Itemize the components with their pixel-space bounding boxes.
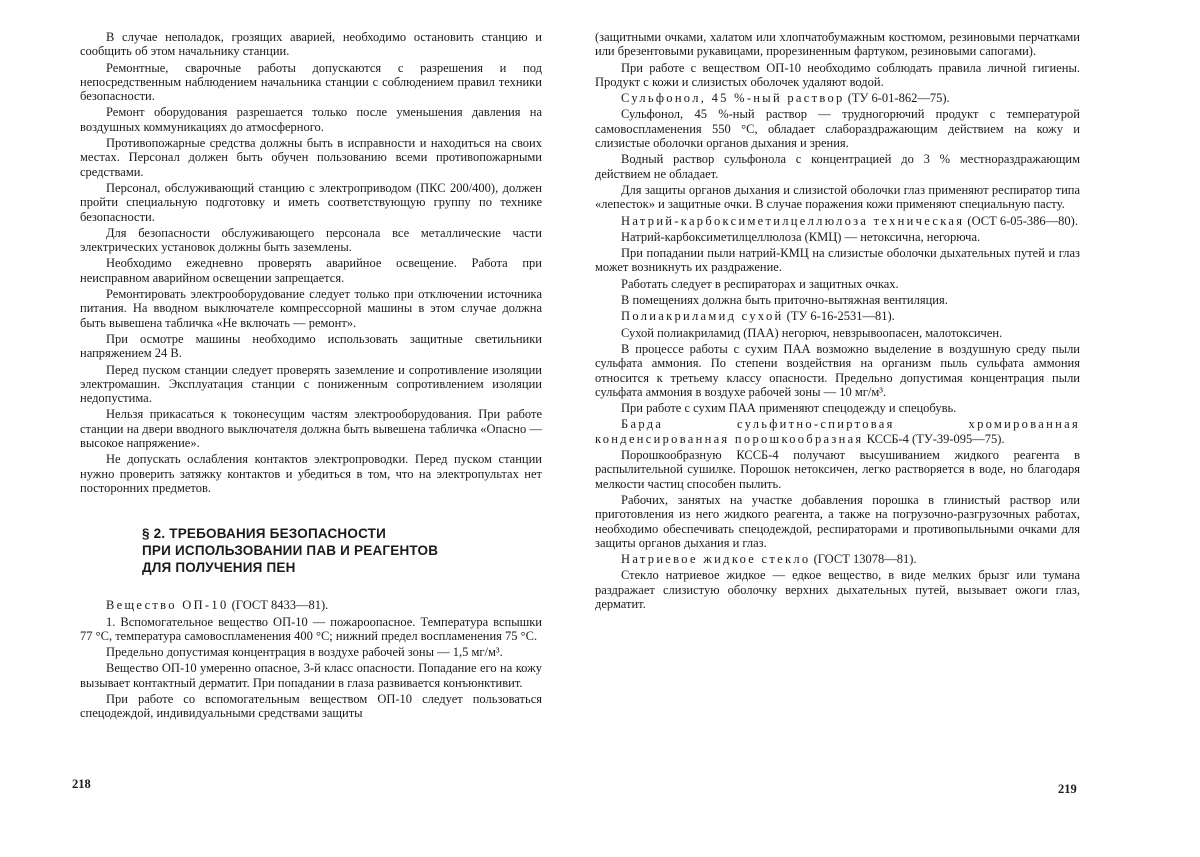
substance-title-spaced: Натрий-карбоксиметилцеллюлоза техническая	[621, 214, 964, 228]
book-spread	[0, 0, 1200, 857]
paragraph: Ремонт оборудования разрешается только после уменьшения давления на воздушных коммуникациях до атмосферного.	[80, 105, 542, 134]
paragraph: Необходимо ежедневно проверять аварийное освещение. Работа при неисправном аварийном освещении запрещается.	[80, 256, 542, 285]
substance-title-spaced: Полиакриламид сухой	[621, 309, 784, 323]
section-heading-line: § 2. ТРЕБОВАНИЯ БЕЗОПАСНОСТИ	[142, 525, 542, 542]
paragraph: Перед пуском станции следует проверять заземление и сопротивление изоляции электромашин. Эксплуатация станции с пониженным сопротивлением изоляции недопустима.	[80, 363, 542, 406]
paragraph-text: Порошкообразную КССБ-4 получают высушиванием жидкого реагента в распылительной сушилке. Порошок нетоксичен, легко растворяется в воде, но благодаря мелкости частиц способен пылить.	[595, 448, 1080, 491]
paragraph: Не допускать ослабления контактов электропроводки. Перед пуском станции нужно проверить затяжку контактов и убедиться в том, что на электропультах нет посторонних предметов.	[80, 452, 542, 495]
substance-title-spaced: Вещество ОП-10	[106, 598, 229, 612]
paragraph-text: Водный раствор сульфонола с концентрацией до 3 % местнораздражающим действием не обладает.	[595, 152, 1080, 180]
paragraph-text: Стекло натриевое жидкое — едкое вещество, в виде мелких брызг или тумана раздражает слизистую оболочку верхних дыхательных путей, вызывает ожоги глаз, дерматит.	[595, 568, 1080, 611]
left-paragraphs-after	[80, 615, 542, 721]
substance-title	[595, 214, 1080, 228]
paragraph-text: В помещениях должна быть приточно-вытяжная вентиляция.	[621, 293, 948, 307]
paragraph	[595, 246, 1080, 275]
paragraph	[595, 493, 1080, 550]
paragraph	[595, 30, 1080, 59]
substance-title	[595, 91, 1080, 105]
paragraph	[595, 152, 1080, 181]
paragraph-text: В процессе работы с сухим ПАА возможно выделение в воздушную среду пыли сульфата аммония. По степени воздействия на организм пыль сульфата аммония относится к третьему классу опасности. Предельно допустимая концентрация пыли сульфата аммония в воздухе рабочей зоны — 10 мг/м³.	[595, 342, 1080, 399]
section-heading-line: ПРИ ИСПОЛЬЗОВАНИИ ПАВ И РЕАГЕНТОВ	[142, 542, 542, 559]
paragraph: Вещество ОП-10 умеренно опасное, 3-й класс опасности. Попадание его на кожу вызывает контактный дерматит. При попадании в глаза развивается конъюнктивит.	[80, 661, 542, 690]
paragraph	[595, 326, 1080, 340]
paragraph-text: При работе с сухим ПАА применяют спецодежду и спецобувь.	[621, 401, 956, 415]
paragraph	[595, 293, 1080, 307]
paragraph: В случае неполадок, грозящих аварией, необходимо остановить станцию и сообщить об этом начальнику станции.	[80, 30, 542, 59]
paragraph-text: Натрий-карбоксиметилцеллюлоза (КМЦ) — нетоксична, негорюча.	[621, 230, 980, 244]
paragraph	[595, 183, 1080, 212]
paragraph	[595, 230, 1080, 244]
substance-title-spaced: Барда сульфитно-спиртовая хромированная конденсированная порошкообразная	[595, 417, 1080, 445]
paragraph: При осмотре машины необходимо использовать защитные светильники напряжением 24 В.	[80, 332, 542, 361]
paragraph-text: Рабочих, занятых на участке добавления порошка в глинистый раствор или приготовления из него жидкого реагента, а также на погрузочно-разгрузочных работах, необходимо обеспечивать спецодеждой, респираторами и противопыльными очками для защиты органов дыхания и глаз.	[595, 493, 1080, 550]
paragraph-text: (ТУ 6-16-2531—81).	[784, 309, 895, 323]
paragraph: Персонал, обслуживающий станцию с электроприводом (ПКС 200/400), должен пройти специальную подготовку и иметь соответствующую группу по технике безопасности.	[80, 181, 542, 224]
paragraph: Предельно допустимая концентрация в воздухе рабочей зоны — 1,5 мг/м³.	[80, 645, 542, 659]
substance-title-rest: (ГОСТ 8433—81).	[229, 598, 329, 612]
paragraph-text: Сухой полиакриламид (ПАА) негорюч, невзрывоопасен, малотоксичен.	[621, 326, 1002, 340]
page-number-right: 219	[1058, 782, 1077, 797]
left-page	[80, 30, 542, 723]
paragraph	[595, 448, 1080, 491]
paragraph-text: Для защиты органов дыхания и слизистой оболочки глаз применяют респиратор типа «лепесток» и защитные очки. В случае поражения кожи применяют специальную пасту.	[595, 183, 1080, 211]
paragraph-text: (защитными очками, халатом или хлопчатобумажным костюмом, резиновыми перчатками или брезентовыми рукавицами, прорезиненным фартуком, резиновыми сапогами).	[595, 30, 1080, 58]
paragraph: Ремонтные, сварочные работы допускаются с разрешения и под непосредственным наблюдением начальника станции с соблюдением правил техники безопасности.	[80, 61, 542, 104]
paragraph: Ремонтировать электрооборудование следует только при отключении источника питания. На вводном выключателе компрессорной машины в этом случае должна быть вывешена табличка «Не включать — ремонт».	[80, 287, 542, 330]
substance-title-spaced: Натриевое жидкое стекло	[621, 552, 810, 566]
section-heading	[142, 525, 542, 576]
paragraph: Нельзя прикасаться к токонесущим частям электрооборудования. При работе станции на двери вводного выключателя должна быть вывешена табличка «Опасно — высокое напряжение».	[80, 407, 542, 450]
right-page	[595, 30, 1080, 613]
paragraph	[595, 107, 1080, 150]
paragraph	[595, 401, 1080, 415]
substance-title	[595, 417, 1080, 446]
left-paragraphs-before	[80, 30, 542, 495]
paragraph-text: (ТУ 6-01-862—75).	[845, 91, 950, 105]
paragraph	[595, 277, 1080, 291]
paragraph-text: (ОСТ 6-05-386—80).	[964, 214, 1078, 228]
substance-title	[595, 309, 1080, 323]
paragraph	[595, 342, 1080, 399]
paragraph	[595, 568, 1080, 611]
page-number-left: 218	[72, 777, 91, 792]
substance-title	[595, 552, 1080, 566]
paragraph: При работе со вспомогательным веществом ОП-10 следует пользоваться спецодеждой, индивидуальными средствами защиты	[80, 692, 542, 721]
paragraph-text: Работать следует в респираторах и защитных очках.	[621, 277, 899, 291]
paragraph: 1. Вспомогательное вещество ОП-10 — пожароопасное. Температура вспышки 77 °С, температура самовоспламенения 400 °С; нижний предел воспламенения 75 °С.	[80, 615, 542, 644]
substance-title-spaced: Сульфонол, 45 %-ный раствор	[621, 91, 845, 105]
paragraph-text: (ГОСТ 13078—81).	[810, 552, 916, 566]
paragraph-text: При работе с веществом ОП-10 необходимо соблюдать правила личной гигиены. Продукт с кожи и слизистых оболочек удаляют водой.	[595, 61, 1080, 89]
paragraph-text: КССБ-4 (ТУ-39-095—75).	[864, 432, 1005, 446]
section-heading-line: ДЛЯ ПОЛУЧЕНИЯ ПЕН	[142, 559, 542, 576]
paragraph-text: Сульфонол, 45 %-ный раствор — трудногорючий продукт с температурой самовоспламенения 550 °С, обладает слабораздражающим действием на кожу и слизистые оболочки органов дыхания и зрения.	[595, 107, 1080, 150]
paragraph-text: При попадании пыли натрий-КМЦ на слизистые оболочки дыхательных путей и глаз может возникнуть их раздражение.	[595, 246, 1080, 274]
substance-title	[80, 598, 542, 612]
paragraph	[595, 61, 1080, 90]
paragraph: Противопожарные средства должны быть в исправности и находиться на своих местах. Персонал должен быть обучен пользованию всеми противопожарными средствами.	[80, 136, 542, 179]
paragraph: Для безопасности обслуживающего персонала все металлические части электрических установок должны быть заземлены.	[80, 226, 542, 255]
